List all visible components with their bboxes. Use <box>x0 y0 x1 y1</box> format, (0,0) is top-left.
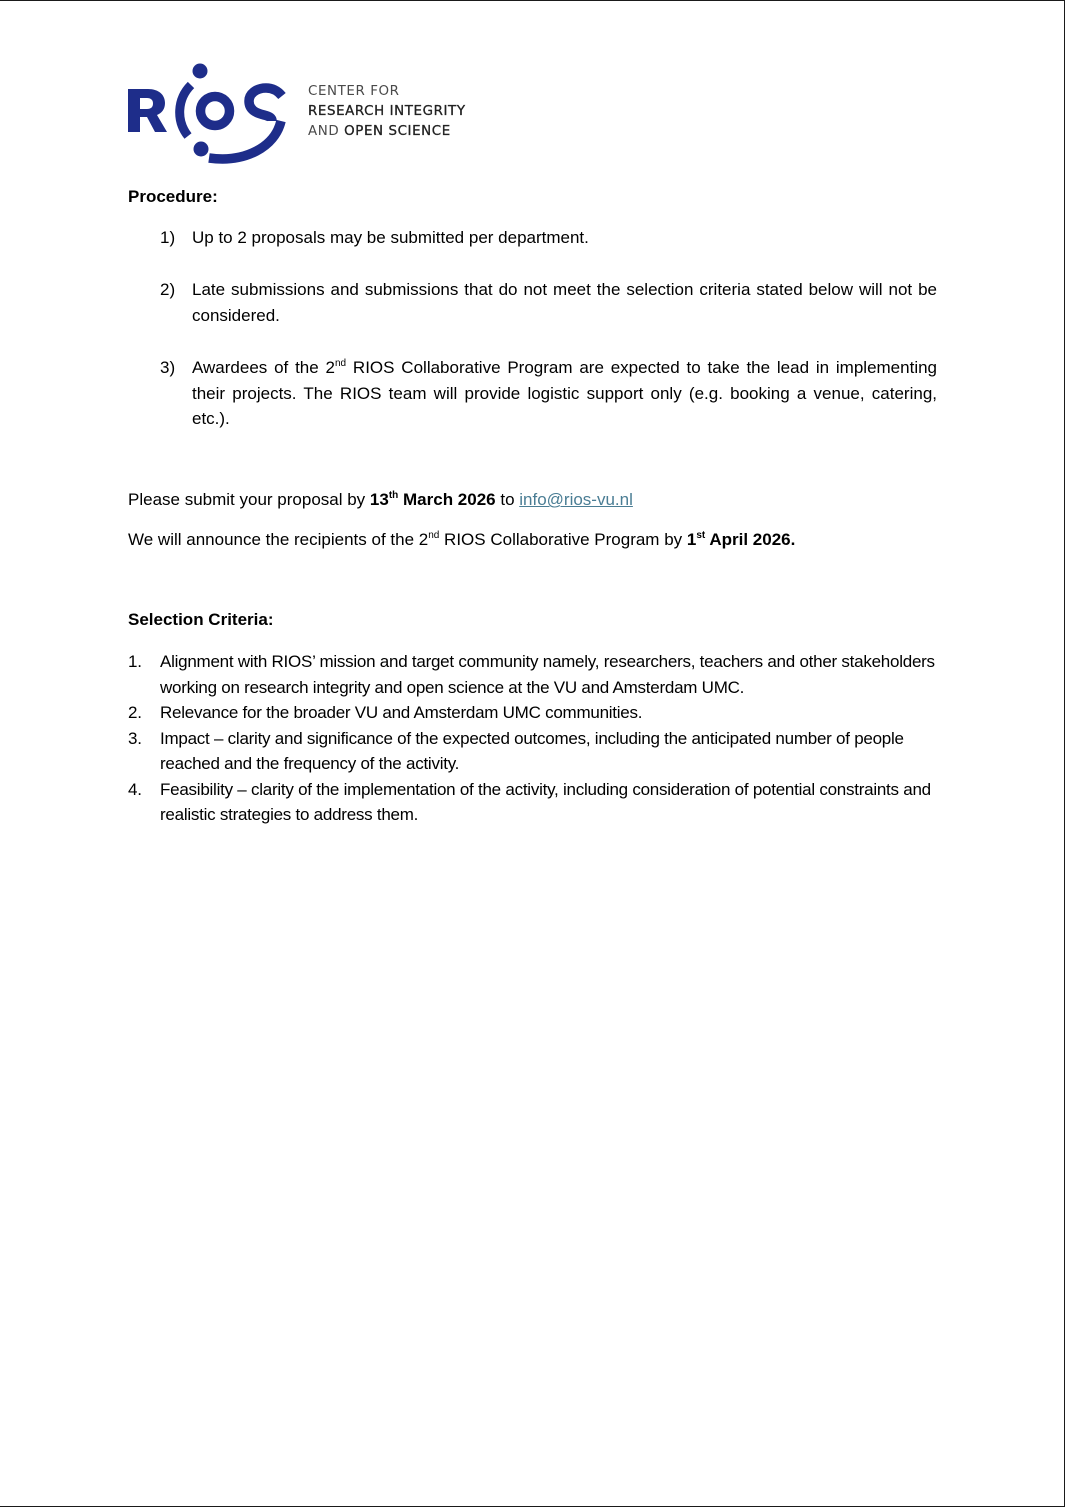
procedure-item-text: Up to 2 proposals may be submitted per department. <box>192 228 589 247</box>
date-rest: April 2026. <box>705 530 796 549</box>
procedure-item-number: 3) <box>160 358 176 377</box>
criteria-item-text: Impact – clarity and significance of the expected outcomes, including the anticipated number of people reached and the frequency of the activity. <box>160 728 904 773</box>
criteria-item-number: 1. <box>128 652 142 671</box>
procedure-heading: Procedure: <box>128 187 218 206</box>
text-segment: RIOS Collaborative Program by <box>439 530 687 549</box>
tagline-line-3-emphasis: OPEN SCIENCE <box>344 124 451 139</box>
text-segment: to <box>495 490 520 509</box>
procedure-item-text <box>192 355 937 432</box>
text-segment: We will announce the recipients of the 2 <box>128 530 429 549</box>
procedure-item-2 <box>160 277 937 328</box>
procedure-item-number: 1) <box>160 228 176 247</box>
ordinal-superscript: nd <box>428 530 440 541</box>
text-segment: RIOS Collaborative Program are expected to take the lead in implementing their projects. The RIOS team will provide logistic support only (e.g. booking a venue, catering, etc.). <box>192 358 938 428</box>
criteria-item-text: Alignment with RIOS’ mission and target community namely, researchers, teachers and other stakeholders working on research integrity and open science at the VU and Amsterdam UMC. <box>160 652 935 697</box>
ordinal-superscript: st <box>696 530 706 541</box>
procedure-item-text: Late submissions and submissions that do not meet the selection criteria stated below will not be considered. <box>192 280 937 325</box>
text-segment: Please submit your proposal by <box>128 490 370 509</box>
text-segment: Awardees of the 2 <box>192 358 335 377</box>
criteria-item-number: 2. <box>128 703 142 722</box>
email-link[interactable]: info@rios-vu.nl <box>519 490 633 509</box>
rios-logo <box>125 59 475 165</box>
date-day: 13 <box>369 490 389 509</box>
submission-deadline-paragraph <box>128 487 633 512</box>
criteria-item-1 <box>128 649 938 700</box>
selection-criteria-heading: Selection Criteria: <box>128 610 274 629</box>
criteria-item-number: 4. <box>128 779 142 799</box>
announcement-paragraph <box>128 527 795 552</box>
procedure-item-number: 2) <box>160 280 176 299</box>
announcement-date <box>687 530 795 549</box>
selection-criteria-list <box>128 649 938 828</box>
ordinal-superscript: th <box>388 490 399 501</box>
rios-logo-icon <box>125 59 295 165</box>
criteria-item-2 <box>128 700 938 726</box>
tagline-line-1: CENTER FOR <box>308 84 400 99</box>
logo-tagline <box>308 82 466 142</box>
procedure-item-3 <box>160 355 937 432</box>
criteria-item-4 <box>128 777 938 828</box>
deadline-date <box>370 490 496 509</box>
date-rest: March 2026 <box>398 490 496 509</box>
date-day: 1 <box>686 530 697 549</box>
criteria-item-number: 3. <box>128 728 142 748</box>
ordinal-superscript: nd <box>335 358 347 369</box>
procedure-item-1 <box>160 225 937 251</box>
criteria-item-3 <box>128 726 938 777</box>
criteria-item-text: Relevance for the broader VU and Amsterdam UMC communities. <box>160 703 643 722</box>
tagline-line-3-prefix: AND <box>308 124 340 139</box>
criteria-item-text: Feasibility – clarity of the implementation of the activity, including consideration of potential constraints and realistic strategies to address them. <box>160 779 931 824</box>
tagline-line-2: RESEARCH INTEGRITY <box>308 104 466 119</box>
